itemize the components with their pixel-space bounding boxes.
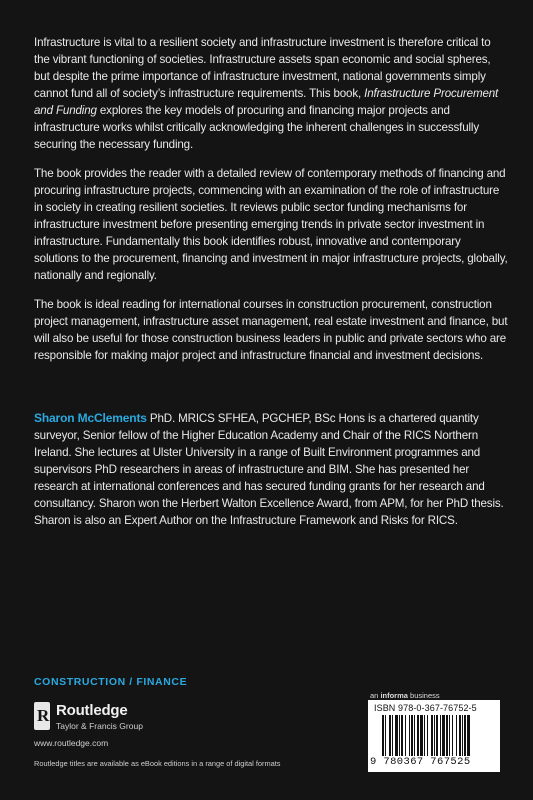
description-paragraph-2: The book provides the reader with a detailed review of contemporary methods of financing and procuring infrastructure projects, commencing with an examination of the role of infrastructure in society in creating resilient societies. It reviews public sector funding mechanisms for infrastructure investment before presenting emerging trends in private sector investment in infrastructure. Fundamentally this book identifies robust, innovative and contemporary solutions to the procurement, financing and investment in major infrastructure projects, globally, nationally and regionally. xyxy=(34,167,508,282)
barcode-bar xyxy=(456,715,457,756)
barcode-bar xyxy=(459,715,461,756)
barcode-bar xyxy=(414,715,415,756)
barcode-bar xyxy=(417,715,419,756)
barcode-bar xyxy=(434,715,435,756)
barcode-bar xyxy=(462,715,463,756)
barcode-bar xyxy=(395,715,398,756)
isbn-label: ISBN 978-0-367-76752-5 xyxy=(374,703,477,713)
publisher-block xyxy=(34,702,254,742)
barcode-digits: 9 780367 767525 xyxy=(370,756,471,768)
barcode-bar xyxy=(405,715,406,756)
informa-brand: informa xyxy=(380,691,408,700)
barcode-bar xyxy=(382,715,384,756)
informa-business-label: an informa business xyxy=(370,691,440,700)
routledge-logo-icon xyxy=(34,702,50,730)
barcode-bar xyxy=(436,715,438,756)
description-text: Infrastructure is vital to a resilient society and infrastructure investment is therefore critical to the vibrant functioning of societies. Infrastructure assets span economic and social spheres, but despite the prime importance of infrastructure investment, national governments simply cannot fund all of society’s infrastructure requirements. This book, xyxy=(34,36,491,100)
barcode-bar xyxy=(431,715,433,756)
author-bio-text: PhD. MRICS SFHEA, PGCHEP, BSc Hons is a chartered quantity surveyor, Senior fellow of the Higher Education Academy and Chair of the RICS Northern Ireland. She lectures at Ulster University in a range of Built Environment programmes and supervisors PhD researchers in areas of infrastructure and BIM. She has presented her research at international conferences and has secured funding grants for her research and consultancy. Sharon won the Herbert Walton Excellence Award, from APM, for her PhD thesis. Sharon is also an Expert Author on the Infrastructure Framework and Risks for RICS. xyxy=(34,412,504,527)
publisher-url: www.routledge.com xyxy=(34,738,109,748)
barcode-bar xyxy=(440,715,441,756)
barcode-bar xyxy=(385,715,386,756)
barcode-bar xyxy=(401,715,403,756)
publisher-group: Taylor & Francis Group xyxy=(56,721,143,731)
barcode-bar xyxy=(420,715,423,756)
ebook-note: Routledge titles are available as eBook editions in a range of digital formats xyxy=(34,759,281,768)
author-name: Sharon McClements xyxy=(34,411,147,425)
category-label: CONSTRUCTION / FINANCE xyxy=(34,676,188,688)
barcode-bar xyxy=(467,715,470,756)
description-paragraph-3: The book is ideal reading for international courses in construction procurement, construction project management, infrastructure asset management, real estate investment and finance, but will also be useful for those construction business leaders in public and private sectors who are responsible for making major project and infrastructure financial and investment decisions. xyxy=(34,298,508,362)
barcode-box xyxy=(368,700,500,772)
publisher-name: Routledge xyxy=(56,702,128,719)
barcode-bar xyxy=(411,715,413,756)
barcode-bar xyxy=(399,715,400,756)
barcode-bar xyxy=(449,715,450,756)
description-paragraph-1 xyxy=(34,34,508,153)
author-bio xyxy=(34,410,508,529)
barcode-bar xyxy=(409,715,410,756)
barcode-bar xyxy=(427,715,428,756)
barcode-bar xyxy=(446,715,448,756)
barcode-bar xyxy=(389,715,391,756)
book-title: Infrastructure Procurement and Funding xyxy=(34,87,499,117)
logo-letter: R xyxy=(37,706,50,725)
barcode-bar xyxy=(424,715,425,756)
description-text: explores the key models of procuring and financing major projects and infrastructure works whilst critically acknowledging the inherent challenges in successfully securing the necessary funding. xyxy=(34,104,480,151)
barcode-icon xyxy=(382,715,494,756)
barcode-bar xyxy=(464,715,466,756)
barcode-bar xyxy=(392,715,393,756)
barcode-bar xyxy=(452,715,453,756)
barcode-bar xyxy=(442,715,445,756)
